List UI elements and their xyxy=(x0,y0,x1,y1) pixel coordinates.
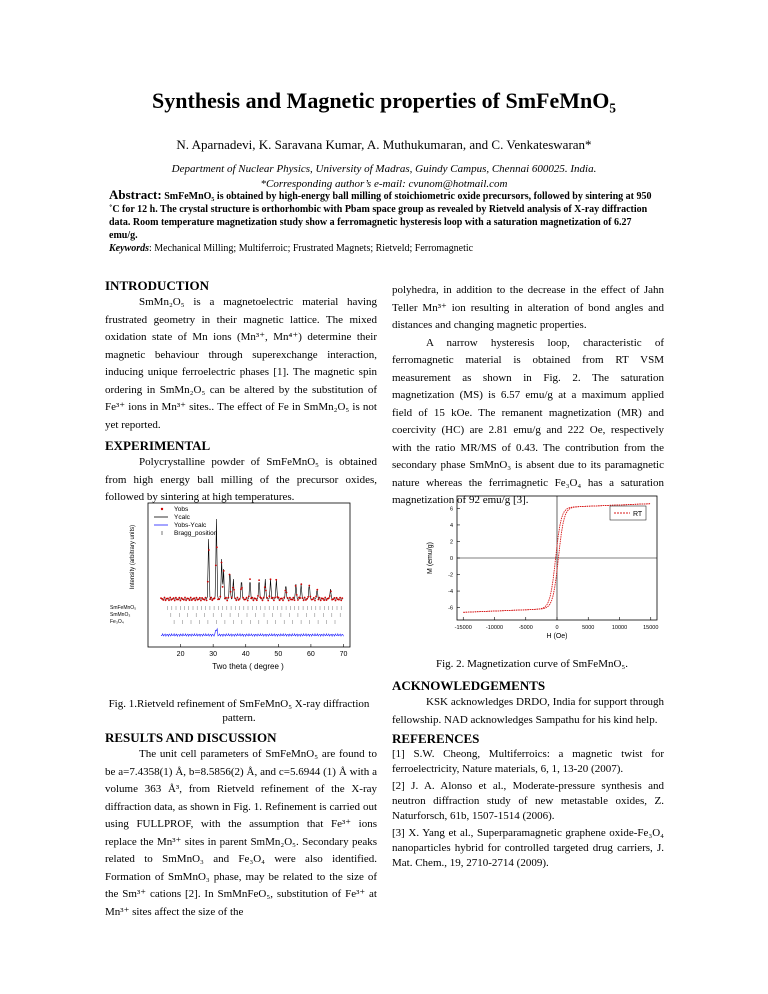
fig1-yobs-point xyxy=(185,599,187,601)
fig1-yobs-point xyxy=(279,599,281,601)
fig1-yobs-point xyxy=(235,599,237,601)
fig1-yobs-point xyxy=(262,600,264,602)
fig1-yobs-point xyxy=(230,591,232,593)
right-paragraph-1: polyhedra, in addition to the decrease in the effect of Jahn Teller Mn³⁺ ion resulting in alteration of bond angles and distances and changing magnetic properties. xyxy=(392,284,664,331)
fig1-yobs-point xyxy=(291,599,293,601)
experimental-text: Polycrystalline powder of SmFeMnO₅ is obtained from high energy ball milling of the precursor oxides, followed by sintering at high temperatures. xyxy=(105,456,377,503)
fig1-legend-label: Bragg_position xyxy=(174,530,218,537)
fig1-x-tick-label: 50 xyxy=(274,651,283,658)
fig1-yobs-point xyxy=(255,598,257,600)
fig1-yobs-point xyxy=(231,597,233,599)
fig1-yobs-point xyxy=(234,598,236,600)
fig1-yobs-point xyxy=(287,597,289,599)
fig1-yobs-point xyxy=(226,600,228,602)
fig1-yobs-point xyxy=(227,597,229,599)
keywords-label: Keywords xyxy=(109,243,149,254)
fig1-yobs-point xyxy=(233,589,235,591)
reference-item: [3] X. Yang et al., Superparamagnetic graphene oxide-Fe₃O₄ nanoparticles hybrid for controlled targeted drug carriers, J. Mat. Chem., 19, 2710-2714 (2009). xyxy=(392,827,664,869)
fig1-yobs-point xyxy=(272,597,274,599)
fig2-x-tick-label: -15000 xyxy=(454,625,472,631)
fig2-x-tick-label: 10000 xyxy=(611,625,628,631)
fig1-yobs-point xyxy=(329,595,331,597)
fig1-yobs-point xyxy=(274,597,276,599)
fig1-yobs-point xyxy=(188,598,190,600)
fig1-yobs-point xyxy=(339,597,341,599)
fig1-yobs-point xyxy=(258,579,260,581)
fig1-yobs-point xyxy=(256,599,258,601)
fig1-phase-label: SmMnO₃ xyxy=(110,612,131,618)
fig1-yobs-point xyxy=(273,600,275,602)
intro-section xyxy=(105,278,377,507)
fig1-yobs-point xyxy=(204,599,206,601)
fig1-yobs-point xyxy=(169,597,171,599)
acknowledgements-text: KSK acknowledges DRDO, India for support through fellowship. NAD acknowledges Sampathu for his kind help. xyxy=(392,696,664,726)
fig1-yobs-point xyxy=(189,599,191,601)
fig1-yobs-point xyxy=(210,597,212,599)
fig1-yobs-point xyxy=(288,600,290,602)
fig1-yobs-point xyxy=(278,597,280,599)
fig1-yobs-point xyxy=(162,599,164,601)
fig1-yobs-point xyxy=(209,598,211,600)
right-paragraph-2: A narrow hysteresis loop, characteristic of ferromagnetic material is obtained from RT VSM measurement as shown in Fig. 2. The saturation magnetization (MS) is 6.57 emu/g at a maximum applied field of 15 kOe. The remanent magnetization (MR) and coercivity (HC) are 2.81 emu/g and 222 Oe, respectively with the ratio MR/MS of 0.43. The contribution from the secondary phase SmMnO₃ is absent due to its paramagnetic nature whereas the ferrimagnetic Fe₃O₄ has a saturation magnetization of 92 emu/g [3]. xyxy=(392,336,664,506)
fig1-yobs-point xyxy=(340,600,342,602)
fig2-y-tick-label: 0 xyxy=(449,556,453,562)
fig1-yobs-point xyxy=(193,597,195,599)
fig1-yobs-point xyxy=(214,597,216,599)
discussion-continued xyxy=(392,282,664,513)
abstract-label: Abstract: xyxy=(109,187,162,202)
fig1-yobs-point xyxy=(318,599,320,601)
acknowledgements-section xyxy=(392,678,664,873)
fig1-yobs-point xyxy=(173,597,175,599)
fig1-yobs-point xyxy=(304,597,306,599)
fig1-yobs-point xyxy=(282,600,284,602)
fig2-y-tick-label: -4 xyxy=(448,589,453,596)
fig1-phase-label: Fe₃O₄ xyxy=(110,619,124,625)
fig1-yobs-point xyxy=(205,597,207,599)
fig1-yobs-point xyxy=(239,598,241,600)
fig1-yobs-point xyxy=(300,583,302,585)
fig1-phase-label: SmFeMnO₅ xyxy=(110,605,137,611)
fig1-yobs-point xyxy=(270,578,272,580)
fig1-x-tick-label: 20 xyxy=(176,651,185,658)
fig1-yobs-point xyxy=(196,597,198,599)
fig1-yobs-point xyxy=(341,597,343,599)
fig1-yobs-point xyxy=(237,597,239,599)
fig1-yobs-point xyxy=(211,599,213,601)
fig1-yobs-point xyxy=(251,597,253,599)
fig1-yobs-point xyxy=(245,599,247,601)
intro-text: SmMn₂O₅ is a magnetoelectric material having frustrated geometry in their magnetic lattice. The mixed oxidation state of Mn ions (Mn³⁺, Mn⁴⁺) determine their magnetic behaviour through superexchange interaction, inducing unique ferroelectric phases [1]. The magnetic spin ordering in SmMn₂O₅ can be altered by the substitution of Fe³⁺ ions in Mn³⁺ sites.. The effect of Fe in SmMn₂O₅ is not yet reported. xyxy=(105,296,377,431)
fig1-yobs-point xyxy=(206,600,208,602)
fig1-yobs-point xyxy=(241,587,243,589)
fig1-yobs-point xyxy=(312,599,314,601)
figure-2-caption: Fig. 2. Magnetization curve of SmFeMnO₅. xyxy=(435,658,629,670)
fig2-y-tick-label: -2 xyxy=(448,572,453,579)
fig1-yobs-point xyxy=(167,598,169,600)
fig1-yobs-point xyxy=(320,600,322,602)
fig1-yobs-point xyxy=(294,599,296,601)
abstract xyxy=(109,188,659,242)
fig2-y-tick-label: 6 xyxy=(449,506,453,513)
fig1-yobs-point xyxy=(218,598,220,600)
reference-item: [1] S.W. Cheong, Multiferroics: a magnetic twist for ferroelectricity, Nature materials, 6, 1, 13-20 (2007). xyxy=(392,748,664,775)
fig1-yobs-point xyxy=(263,597,265,599)
fig1-yobs-point xyxy=(253,600,255,602)
fig1-yobs-point xyxy=(168,599,170,601)
author-list: N. Aparnadevi, K. Saravana Kumar, A. Muthukumaran, and C. Venkateswaran* xyxy=(176,137,592,152)
fig1-yobs-point xyxy=(296,594,298,596)
fig1-yobs-point xyxy=(266,597,268,599)
fig1-yobs-point xyxy=(295,585,297,587)
fig2-y-tick-label: 4 xyxy=(449,522,453,529)
fig1-yobs-point xyxy=(336,597,338,599)
results-section xyxy=(105,730,377,921)
fig1-yobs-point xyxy=(307,596,309,598)
fig1-yobs-point xyxy=(330,590,332,592)
fig1-yobs-point xyxy=(215,565,217,567)
fig1-yobs-point xyxy=(219,596,221,598)
fig1-yobs-point xyxy=(310,596,312,598)
fig1-yobs-point xyxy=(223,570,225,572)
fig2-legend-label: RT xyxy=(633,511,643,518)
fig1-yobs-point xyxy=(198,598,200,600)
fig1-yobs-point xyxy=(240,588,242,590)
fig1-legend-label: Yobs-Ycalc xyxy=(174,522,207,529)
fig1-yobs-point xyxy=(302,597,304,599)
fig1-yobs-point xyxy=(323,599,325,601)
fig1-yobs-point xyxy=(308,585,310,587)
fig1-yobs-point xyxy=(286,592,288,594)
affiliation-line: Department of Nuclear Physics, University of Madras, Guindy Campus, Chennai 600025. India. xyxy=(171,163,597,175)
figure-2-magnetization-chart xyxy=(420,492,670,642)
fig1-yobs-point xyxy=(175,597,177,599)
fig1-xlabel: Two theta ( degree ) xyxy=(212,662,284,671)
fig1-yobs-point xyxy=(242,597,244,599)
keywords-text: : Mechanical Milling; Multiferroic; Frustrated Magnets; Rietveld; Ferromagnetic xyxy=(149,243,474,254)
fig1-yobs-point xyxy=(177,599,179,601)
fig1-yobs-point xyxy=(297,599,299,601)
results-text: The unit cell parameters of SmFeMnO₅ are found to be a=7.4358(1) Å, b=8.5856(2) Å, and c=5.6944 (1) Å with a volume 363 Å³, from Rietveld refinement of the X-ray diffraction data, as shown in Fig. 1. Refinement is carried out using FULLPROF, with the assumption that Fe³⁺ ions replace the Mn³⁺ sites in parent SmMn₂O₅. Secondary peaks related to SmMnO₃ and Fe₃O₄ were also identified. Formation of SmMnO₃ phase, may be related to the size of the Sm³⁺ cations [2]. In SmMnFeO₅, substitution of Fe³⁺ at Mn³⁺ sites affect the size of the xyxy=(105,748,377,918)
fig1-yobs-point xyxy=(165,599,167,601)
fig1-yobs-point xyxy=(246,597,248,599)
intro-heading: INTRODUCTION xyxy=(105,278,210,293)
fig1-yobs-point xyxy=(225,597,227,599)
fig1-yobs-point xyxy=(316,589,318,591)
keywords xyxy=(109,242,669,255)
fig1-yobs-point xyxy=(178,597,180,599)
fig2-x-tick-label: 15000 xyxy=(643,625,659,631)
fig1-yobs-point xyxy=(267,600,269,602)
fig1-yobs-point xyxy=(222,586,224,588)
fig1-yobs-point xyxy=(324,597,326,599)
reference-item: [2] J. A. Alonso et al., Moderate-pressure synthesis and neutron diffraction study of new metastable oxides, Z. Naturforsch, 61b, 1507-1514 (2006). xyxy=(392,780,664,822)
fig1-yobs-point xyxy=(269,595,271,597)
fig1-yobs-point xyxy=(248,596,250,598)
fig1-yobs-point xyxy=(281,598,283,600)
acknowledgements-heading: ACKNOWLEDGEMENTS xyxy=(392,678,546,693)
fig1-yobs-point xyxy=(229,574,231,576)
corresponding-author: *Corresponding author’s e-mail: cvunom@hotmail.com xyxy=(260,178,508,190)
fig1-x-tick-label: 40 xyxy=(241,651,250,658)
fig1-yobs-point xyxy=(284,590,286,592)
fig1-yobs-point xyxy=(319,597,321,599)
fig1-yobs-point xyxy=(322,598,324,600)
fig1-yobs-point xyxy=(265,590,267,592)
fig1-yobs-point xyxy=(216,546,218,548)
fig2-ylabel: M (emu/g) xyxy=(427,542,434,574)
fig1-ylabel: Intensity (arbitrary units) xyxy=(130,524,136,590)
fig1-yobs-point xyxy=(338,599,340,601)
fig1-yobs-point xyxy=(283,597,285,599)
fig2-x-tick-label: -5000 xyxy=(518,625,533,631)
figure-1-caption: Fig. 1.Rietveld refinement of SmFeMnO₅ X-ray diffraction pattern. xyxy=(108,698,370,724)
fig1-yobs-point xyxy=(183,599,185,601)
fig2-xlabel: H (Oe) xyxy=(546,633,568,640)
fig1-yobs-point xyxy=(334,597,336,599)
fig1-yobs-point xyxy=(180,600,182,602)
fig1-x-tick-label: 70 xyxy=(339,651,348,658)
fig1-yobs-point xyxy=(208,549,210,551)
fig1-yobs-point xyxy=(247,600,249,602)
fig1-yobs-point xyxy=(328,597,330,599)
fig1-x-tick-label: 30 xyxy=(209,651,218,658)
results-heading: RESULTS AND DISCUSSION xyxy=(105,730,277,745)
figure-1-xrd-chart xyxy=(108,497,358,677)
references-heading: REFERENCES xyxy=(392,731,480,746)
fig1-x-tick-label: 60 xyxy=(307,651,315,658)
fig1-legend-marker xyxy=(161,508,163,510)
fig1-yobs-point xyxy=(232,587,234,589)
references-list xyxy=(392,747,664,871)
paper-title: Synthesis and Magnetic properties of SmFeMnO₅ xyxy=(152,88,616,113)
fig1-difference-line xyxy=(161,629,344,636)
fig1-yobs-point xyxy=(199,597,201,599)
fig1-yobs-point xyxy=(190,597,192,599)
fig1-yobs-point xyxy=(257,595,259,597)
fig1-yobs-point xyxy=(314,600,316,602)
fig1-yobs-point xyxy=(200,600,202,602)
fig1-yobs-point xyxy=(264,586,266,588)
fig1-yobs-point xyxy=(303,599,305,601)
fig1-yobs-point xyxy=(164,597,166,599)
fig1-yobs-point xyxy=(261,597,263,599)
abstract-text: SmFeMnO₅ is obtained by high-energy ball milling of stoichiometric oxide precursors, followed by sintering at 950 ˚C for 12 h. The crystal structure is orthorhombic with Pbam space group as revealed by Rietveld analysis of X-ray diffraction data. Room temperature magnetization study show a ferromagnetic hysteresis loop with a saturation magnetization of 6.27 emu/g. xyxy=(109,191,652,241)
fig1-yobs-point xyxy=(221,562,223,564)
fig2-x-tick-label: -10000 xyxy=(485,625,504,631)
fig1-yobs-point xyxy=(335,600,337,602)
fig1-yobs-point xyxy=(326,599,328,601)
fig1-yobs-point xyxy=(194,600,196,602)
fig2-x-tick-label: 5000 xyxy=(582,625,595,631)
fig2-y-tick-label: 2 xyxy=(449,539,453,546)
fig2-x-tick-label: 0 xyxy=(555,625,559,631)
fig1-yobs-point xyxy=(315,596,317,598)
fig1-yobs-point xyxy=(207,581,209,583)
fig1-legend-label: Yobs xyxy=(174,506,189,513)
fig1-yobs-point xyxy=(299,597,301,599)
fig1-yobs-point xyxy=(184,597,186,599)
experimental-heading: EXPERIMENTAL xyxy=(105,438,211,453)
fig1-yobs-point xyxy=(289,597,291,599)
fig1-legend-label: Ycalc xyxy=(174,514,190,521)
fig1-yobs-point xyxy=(292,597,294,599)
fig1-yobs-point xyxy=(249,578,251,580)
fig1-yobs-point xyxy=(306,598,308,600)
fig1-yobs-point xyxy=(174,600,176,602)
fig2-y-tick-label: -6 xyxy=(448,605,453,612)
fig1-yobs-point xyxy=(313,597,315,599)
fig1-yobs-point xyxy=(275,579,277,581)
